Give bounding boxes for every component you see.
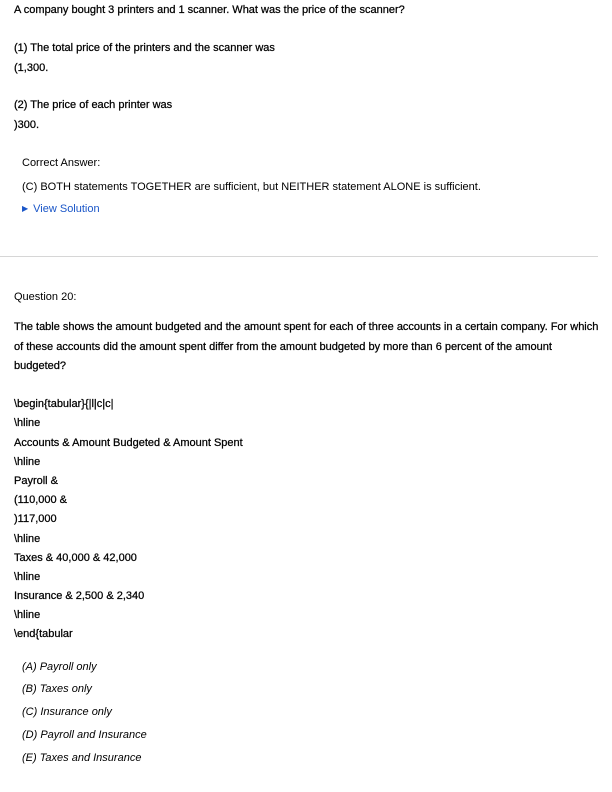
table-source-line: (110,000 &	[14, 494, 68, 506]
triangle-right-icon: ▶	[22, 204, 29, 213]
table-source-line: \hline	[14, 456, 41, 468]
table-source-line: \hline	[14, 571, 41, 583]
table-source-line: \begin{tabular}{|l|c|c|	[14, 398, 114, 410]
table-source-line: \hline	[14, 609, 41, 621]
view-solution-label: View Solution	[33, 203, 100, 215]
answer-option-c: (C) Insurance only	[22, 706, 112, 718]
table-source-line: \hline	[14, 533, 41, 545]
view-solution-toggle[interactable]	[22, 203, 100, 215]
answer-option-d: (D) Payroll and Insurance	[22, 729, 147, 741]
table-source-line: Accounts & Amount Budgeted & Amount Spent	[14, 437, 243, 449]
table-source-line: \hline	[14, 417, 41, 429]
table-source-line: Taxes & 40,000 & 42,000	[14, 552, 137, 564]
question-19-stem: A company bought 3 printers and 1 scanner. What was the price of the scanner?	[14, 4, 405, 16]
table-source-line: Insurance & 2,500 & 2,340	[14, 590, 145, 602]
table-source-line: )117,000	[14, 513, 57, 525]
statement-1-line-1: (1) The total price of the printers and the scanner was	[14, 42, 275, 54]
correct-answer-text: (C) BOTH statements TOGETHER are sufficient, but NEITHER statement ALONE is sufficient.	[22, 181, 481, 193]
statement-2-line-2: )300.	[14, 119, 40, 131]
table-source-line: Payroll &	[14, 475, 59, 487]
correct-answer-label: Correct Answer:	[22, 157, 101, 169]
answer-option-b: (B) Taxes only	[22, 683, 92, 695]
statement-2-line-1: (2) The price of each printer was	[14, 99, 173, 111]
statement-1-line-2: (1,300.	[14, 62, 49, 74]
table-source-line: \end{tabular	[14, 628, 73, 640]
question-20-heading: Question 20:	[14, 291, 77, 303]
section-divider	[0, 256, 598, 257]
question-20-stem: The table shows the amount budgeted and the amount spent for each of three accounts in a certain company. For which of these accounts did the amount spent differ from the amount budgeted by more than 6 percent of the amount budgeted?	[14, 321, 599, 372]
answer-option-e: (E) Taxes and Insurance	[22, 752, 142, 764]
answer-option-a: (A) Payroll only	[22, 661, 97, 673]
